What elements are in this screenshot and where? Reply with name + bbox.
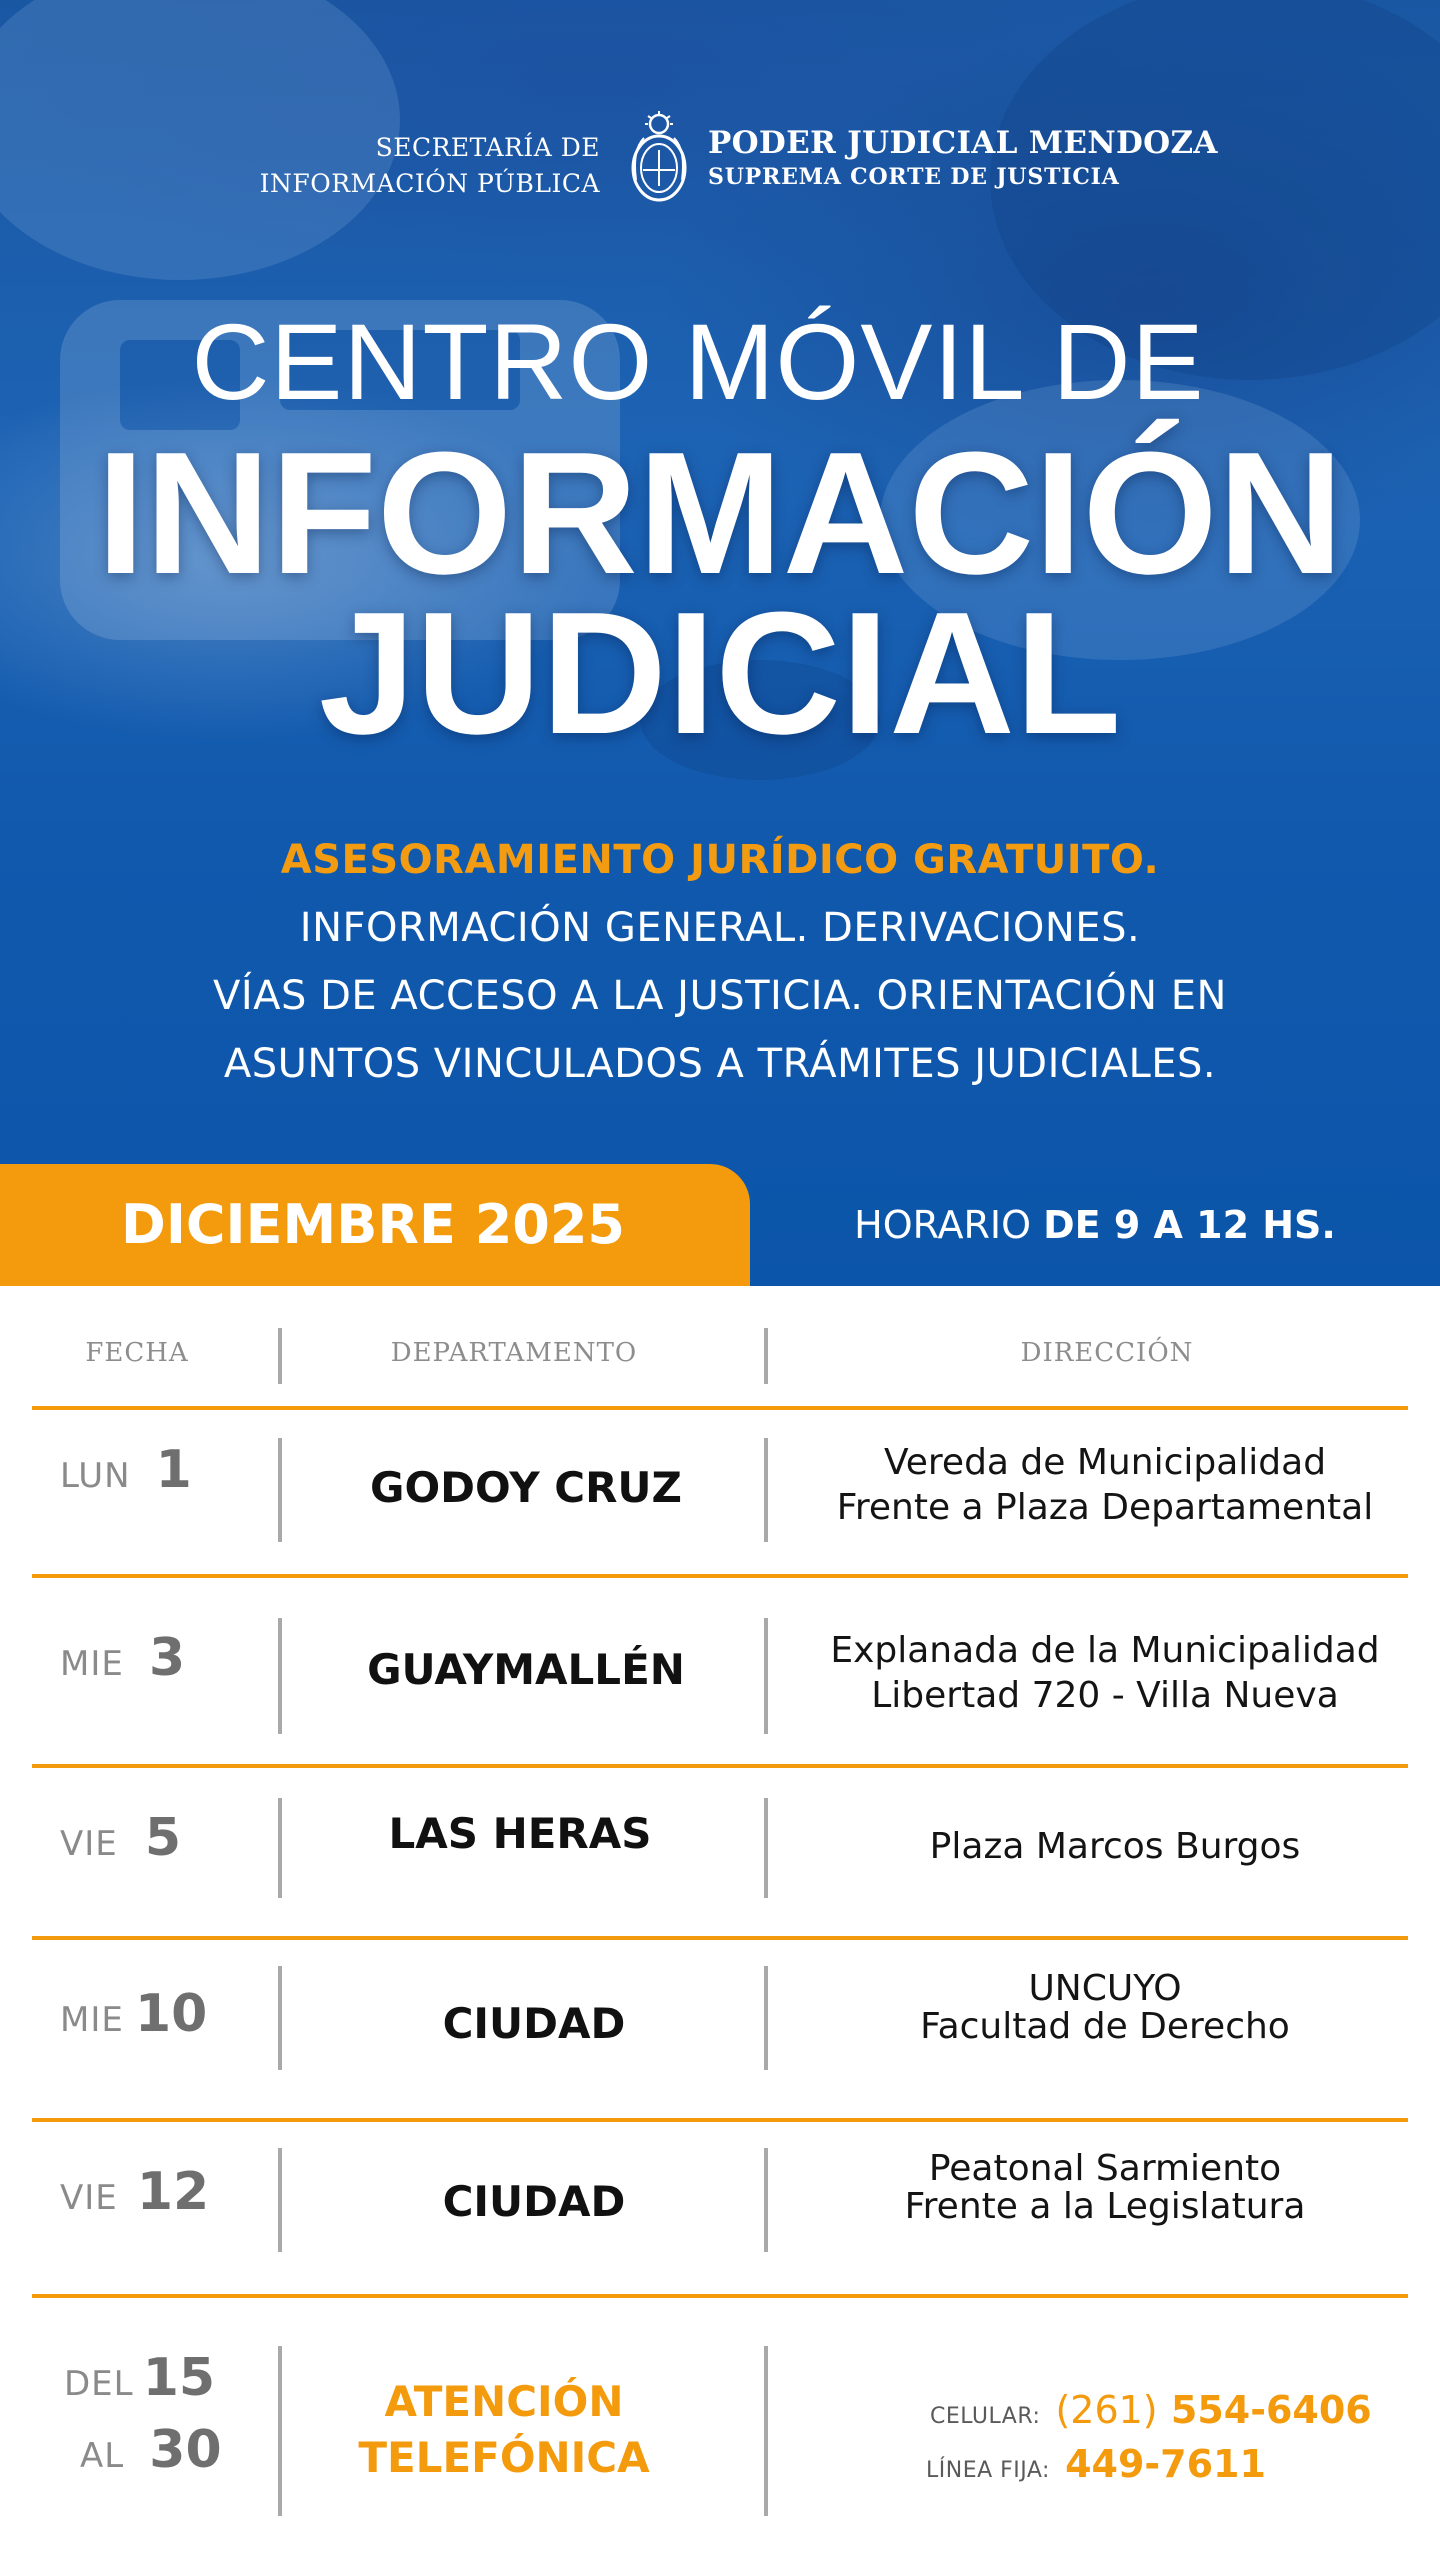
horario-value: DE 9 A 12 HS.: [1043, 1203, 1336, 1247]
poder-line2: SUPREMA CORTE DE JUSTICIA: [708, 164, 1120, 190]
department: LAS HERAS: [388, 1809, 652, 1858]
column-divider: [764, 1618, 768, 1734]
column-divider: [764, 1438, 768, 1542]
table-row: [0, 1768, 1440, 1940]
day-name: MIE: [60, 2000, 124, 2040]
phone-attention-label: [264, 2374, 744, 2486]
header-divider: [278, 1328, 282, 1384]
table-header: [32, 1286, 1408, 1408]
day-name: LUN: [60, 1456, 131, 1496]
secretaria-line1: SECRETARÍA DE: [375, 133, 600, 162]
address-line2: Facultad de Derecho: [920, 2006, 1290, 2047]
al-number: 30: [149, 2420, 222, 2480]
description-line3: VÍAS DE ACCESO A LA JUSTICIA. ORIENTACIÓN EN: [213, 973, 1227, 1019]
poder-judicial-label: [708, 124, 1218, 192]
column-divider: [278, 1966, 282, 2070]
day-number: 5: [144, 1808, 182, 1868]
header-divider: [764, 1328, 768, 1384]
table-row: [0, 1578, 1440, 1768]
department: CIUDAD: [442, 2177, 626, 2226]
attention-line2: TELEFÓNICA: [358, 2433, 650, 2482]
day-name: VIE: [60, 2178, 118, 2218]
address: [770, 2150, 1440, 2226]
celular-number: [1055, 2388, 1371, 2432]
day-number: 12: [136, 2162, 210, 2222]
header-departamento: DEPARTAMENTO: [390, 1338, 638, 1368]
address: [770, 1970, 1440, 2046]
row-date: [60, 1808, 230, 1868]
description-line4: ASUNTOS VINCULADOS A TRÁMITES JUDICIALES.: [223, 1041, 1217, 1087]
department: CIUDAD: [442, 1999, 626, 2048]
phone-fija: [926, 2442, 1406, 2486]
row-date: [60, 1628, 230, 1688]
table-row: [0, 2122, 1440, 2300]
column-divider: [764, 2346, 768, 2516]
del-label: DEL: [64, 2364, 134, 2404]
address-line2: Frente a la Legislatura: [904, 2186, 1306, 2227]
row-date: [60, 2162, 230, 2222]
fija-label: LÍNEA FIJA:: [926, 2458, 1050, 2483]
al-label: AL: [80, 2436, 125, 2476]
address-line1: Plaza Marcos Burgos: [929, 1826, 1301, 1867]
department: GUAYMALLÉN: [367, 1645, 685, 1694]
header-direccion: DIRECCIÓN: [1020, 1338, 1194, 1368]
column-divider: [764, 1966, 768, 2070]
horario-label: HORARIO: [854, 1203, 1031, 1247]
column-divider: [764, 2148, 768, 2252]
logo-row: [0, 108, 1440, 208]
day-name: VIE: [60, 1824, 118, 1864]
column-divider: [764, 1798, 768, 1898]
address-line2: Frente a Plaza Departamental: [836, 1487, 1374, 1528]
fija-number: 449-7611: [1065, 2442, 1266, 2486]
row-date-range: [64, 2348, 234, 2492]
celular-area-code: (261): [1055, 2388, 1158, 2432]
table-row-phone: [0, 2298, 1440, 2560]
day-number: 10: [134, 1984, 208, 2044]
month-label: DICIEMBRE 2025: [121, 1193, 625, 1256]
del-number: 15: [142, 2348, 216, 2408]
table-row: [0, 1410, 1440, 1576]
description-line2: INFORMACIÓN GENERAL. DERIVACIONES.: [299, 905, 1141, 951]
schedule-table: [0, 1286, 1440, 2560]
department: GODOY CRUZ: [369, 1463, 682, 1512]
address: [770, 1440, 1440, 1530]
poder-line1: PODER JUDICIAL MENDOZA: [708, 125, 1218, 161]
column-divider: [278, 1438, 282, 1542]
row-date: [60, 1984, 230, 2044]
coat-of-arms-icon: [626, 110, 692, 204]
address-line2: Libertad 720 - Villa Nueva: [871, 1675, 1339, 1716]
secretaria-label: [260, 130, 600, 202]
address: [770, 1628, 1440, 1718]
phone-celular: [930, 2388, 1410, 2432]
row-date: [60, 1440, 230, 1500]
column-divider: [278, 1618, 282, 1734]
address: [780, 1824, 1440, 1869]
address-line1: Explanada de la Municipalidad: [830, 1630, 1380, 1671]
day-number: 1: [155, 1440, 192, 1500]
header-fecha: FECHA: [85, 1338, 189, 1368]
celular-digits: 554-6406: [1170, 2388, 1372, 2432]
schedule-hours: [750, 1196, 1440, 1254]
title-line3: JUDICIAL: [318, 575, 1122, 770]
column-divider: [278, 2148, 282, 2252]
celular-label: CELULAR:: [930, 2404, 1041, 2429]
day-number: 3: [148, 1628, 186, 1688]
table-row: [0, 1940, 1440, 2120]
address-line1: Peatonal Sarmiento: [928, 2148, 1282, 2189]
description: [0, 826, 1440, 1098]
secretaria-line2: INFORMACIÓN PÚBLICA: [259, 169, 600, 198]
description-highlight: ASESORAMIENTO JURÍDICO GRATUITO.: [280, 837, 1160, 883]
title-line1: CENTRO MÓVIL DE: [191, 301, 1205, 422]
address-line1: UNCUYO: [1028, 1968, 1182, 2009]
attention-line1: ATENCIÓN: [384, 2377, 624, 2426]
title-line2: INFORMACIÓN: [96, 415, 1344, 610]
day-name: MIE: [60, 1644, 124, 1684]
address-line1: Vereda de Municipalidad: [883, 1442, 1327, 1483]
month-tab: [0, 1164, 750, 1286]
